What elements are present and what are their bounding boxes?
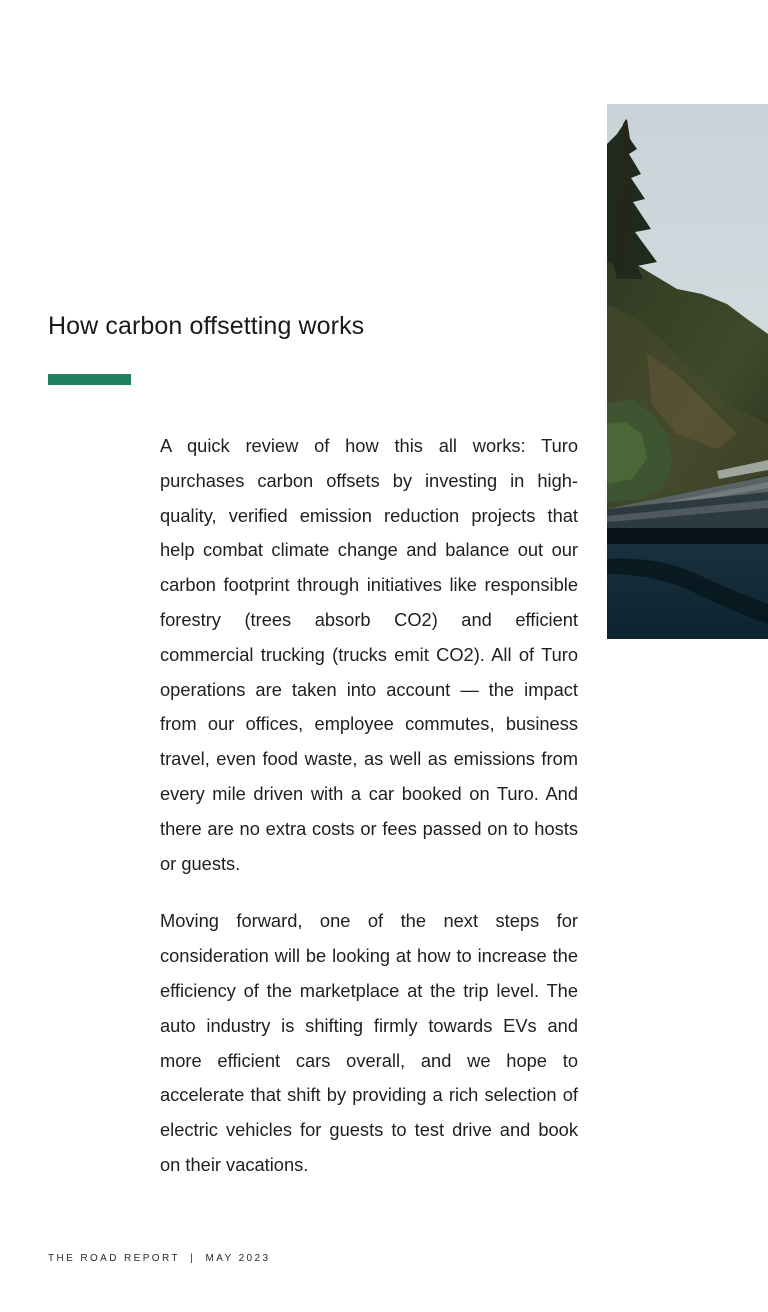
- heading-accent-bar: [48, 374, 131, 385]
- article-body: [160, 429, 578, 1206]
- page-footer: THE ROAD REPORT | MAY 2023: [48, 1253, 271, 1264]
- paragraph-intro: A quick review of how this all works: Turo purchases carbon offsets by investing in high-quality, verified emission reduction projects that help combat climate change and balance out our carbon footprint through initiatives like responsible forestry (trees absorb CO2) and efficient commercial trucking (trucks emit CO2). All of Turo operations are taken into account — the impact from our offices, employee commutes, business travel, even food waste, as well as emissions from every mile driven with a car booked on Turo. And there are no extra costs or fees passed on to hosts or guests.: [160, 435, 578, 874]
- section-heading: How carbon offsetting works: [48, 312, 365, 340]
- paragraph-next-steps: Moving forward, one of the next steps for consideration will be looking at how to increase the efficiency of the marketplace at the trip level. The auto industry is shifting firmly towards EVs and more efficient cars overall, and we hope to accelerate that shift by providing a rich selection of electric vehicles for guests to test drive and book on their vacations.: [160, 910, 578, 1175]
- road-photo: [607, 104, 768, 639]
